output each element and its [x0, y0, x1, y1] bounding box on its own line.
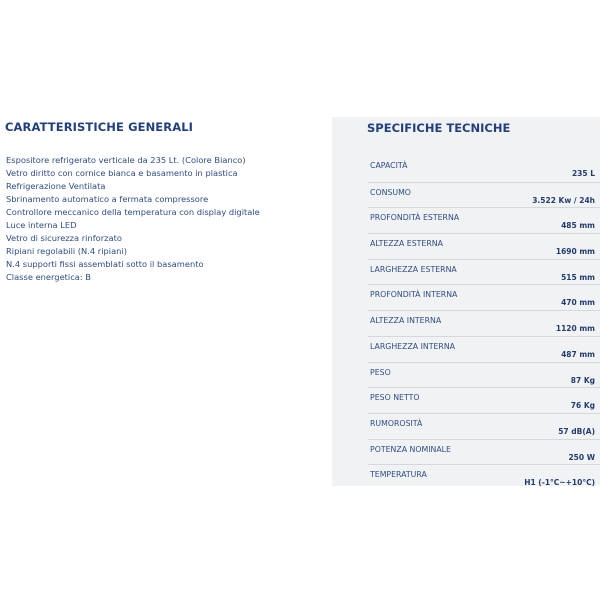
spec-label: POTENZA NOMINALE [370, 444, 451, 454]
spec-value: 485 mm [561, 221, 595, 231]
feature-item: Classe energetica: B [6, 272, 92, 282]
spec-row-external-height [368, 233, 600, 259]
feature-item: Refrigerazione Ventilata [6, 181, 106, 191]
spec-value: 487 mm [561, 349, 595, 359]
spec-label: LARGHEZZA ESTERNA [370, 264, 457, 274]
spec-row-internal-depth [368, 284, 600, 310]
spec-value: 1690 mm [555, 247, 595, 257]
feature-item: Sbrinamento automatico a fermata compressore [6, 194, 209, 204]
feature-item: Luce interna LED [6, 220, 77, 230]
spec-value: 1120 mm [555, 324, 595, 334]
feature-item: Controllore meccanico della temperatura con display digitale [6, 207, 260, 217]
spec-label: CONSUMO [370, 187, 411, 197]
feature-list [6, 154, 260, 284]
spec-label: PROFONDITÀ INTERNA [370, 290, 458, 300]
spec-label: ALTEZZA ESTERNA [370, 239, 443, 249]
spec-label: CAPACITÀ [370, 161, 408, 170]
spec-row-weight [368, 362, 600, 388]
spec-row-capacity [368, 156, 600, 182]
spec-row-external-width [368, 259, 600, 285]
feature-item: Espositore refrigerato verticale da 235 Lt. (Colore Bianco) [6, 155, 246, 165]
feature-item: Vetro diritto con cornice bianca e basamento in plastica [6, 168, 238, 178]
spec-label: LARGHEZZA INTERNA [370, 341, 456, 351]
spec-row-temperature [368, 464, 600, 490]
spec-value: 235 L [571, 169, 595, 178]
spec-label: PROFONDITÀ ESTERNA [370, 213, 460, 223]
feature-item: N.4 supporti fissi assemblati sotto il basamento [6, 259, 204, 269]
spec-value: 87 Kg [570, 375, 595, 385]
spec-label: RUMOROSITÀ [370, 418, 423, 428]
spec-value: 250 W [568, 452, 595, 462]
spec-row-internal-width [368, 336, 600, 362]
spec-value: 3.522 Kw / 24h [532, 195, 595, 205]
technical-specs-title: SPECIFICHE TECNICHE [367, 121, 511, 135]
spec-table [368, 156, 600, 490]
feature-item: Vetro di sicurezza rinforzato [6, 233, 122, 243]
spec-label: PESO [370, 367, 391, 377]
spec-label: PESO NETTO [370, 393, 420, 403]
spec-row-net-weight [368, 387, 600, 413]
spec-row-consumption [368, 182, 600, 208]
spec-row-noise [368, 413, 600, 439]
spec-row-internal-height [368, 310, 600, 336]
spec-label: ALTEZZA INTERNA [370, 316, 442, 326]
technical-specs-panel [332, 117, 600, 486]
spec-value: 57 dB(A) [558, 426, 595, 436]
feature-item: Ripiani regolabili (N.4 ripiani) [6, 246, 127, 256]
spec-value: 515 mm [561, 272, 595, 282]
spec-row-rated-power [368, 439, 600, 465]
spec-value: H1 (-1°C~+10°C) [524, 478, 595, 488]
general-features-title: CARATTERISTICHE GENERALI [5, 120, 194, 134]
spec-label: TEMPERATURA [370, 470, 427, 480]
spec-value: 76 Kg [570, 401, 595, 411]
spec-value: 470 mm [561, 298, 595, 308]
spec-row-external-depth [368, 207, 600, 233]
